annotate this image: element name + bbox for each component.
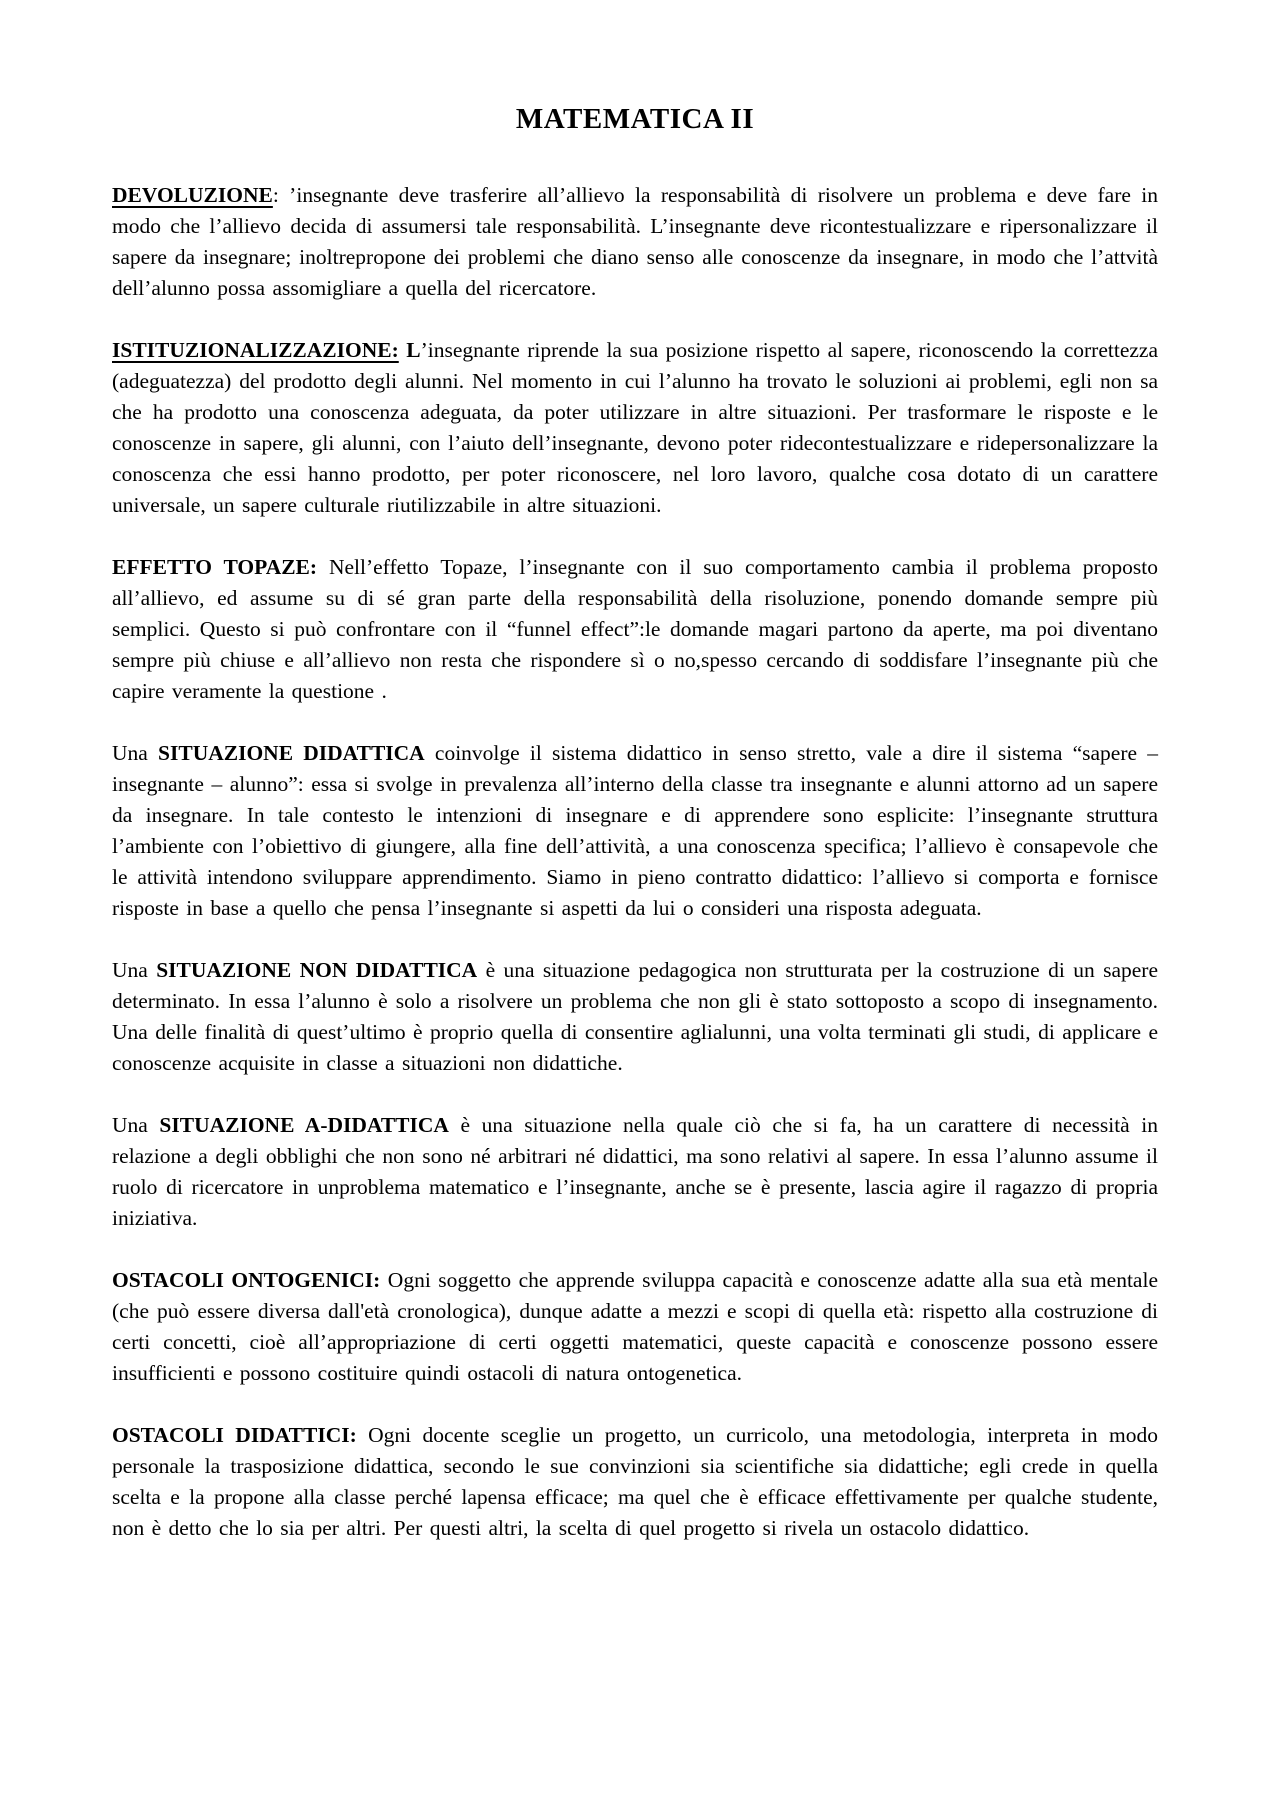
paragraph-situazione-a-didattica	[112, 1110, 1158, 1234]
paragraph-situazione-a-didattica-prefix: Una	[112, 1113, 160, 1137]
paragraph-situazione-didattica-prefix: Una	[112, 741, 159, 765]
paragraph-situazione-didattica-body: coinvolge il sistema didattico in senso stretto, vale a dire il sistema “sapere – insegnante – alunno”: essa si svolge in prevalenza all’interno della classe tra insegnante e alunni attorno ad un sapere da insegnare. In tale contesto le intenzioni di insegnare e di apprendere sono esplicite: l’insegnante struttura l’ambiente con l’obiettivo di giungere, alla fine dell’attività, a una conoscenza specifica; l’allievo è consapevole che le attività intendono sviluppare apprendimento. Siamo in pieno contratto didattico: l’allievo si comporta e fornisce risposte in base a quello che pensa l’insegnante si aspetti da lui o consideri una risposta adeguata.	[112, 741, 1158, 920]
heading-situazione-a-didattica: SITUAZIONE A-DIDATTICA	[159, 1113, 449, 1137]
paragraph-situazione-non-didattica	[112, 955, 1158, 1079]
paragraph-ostacoli-ontogenici	[112, 1265, 1158, 1389]
heading-situazione-non-didattica: SITUAZIONE NON DIDATTICA	[156, 958, 478, 982]
paragraph-situazione-a-didattica-body: è una situazione nella quale ciò che si fa, ha un carattere di necessità in relazione a degli obblighi che non sono né arbitrari né didattici, ma sono relativi al sapere. In essa l’alunno assume il ruolo di ricercatore in unproblema matematico e l’insegnante, anche se è presente, lascia agire il ragazzo di propria iniziativa.	[112, 1113, 1159, 1230]
paragraph-situazione-non-didattica-prefix: Una	[112, 958, 157, 982]
paragraph-istituzionalizzazione-body: ’insegnante riprende la sua posizione rispetto al sapere, riconoscendo la correttezza (adeguatezza) del prodotto degli alunni. Nel momento in cui l’alunno ha trovato le soluzioni ai problemi, egli non sa che ha prodotto una conoscenza adeguata, da poter utilizzare in altre situazioni. Per trasformare le risposte e le conoscenze in sapere, gli alunni, con l’aiuto dell’insegnante, devono poter ridecontestualizzare e ridepersonalizzare la conoscenza che essi hanno prodotto, per poter riconoscere, nel loro lavoro, qualche cosa dotato di un carattere universale, un sapere culturale riutilizzabile in altre situazioni.	[112, 338, 1158, 517]
heading-ostacoli-ontogenici: OSTACOLI ONTOGENICI:	[112, 1268, 381, 1292]
paragraph-ostacoli-didattici	[112, 1420, 1158, 1544]
paragraph-situazione-didattica	[112, 738, 1158, 924]
page-title: MATEMATICA II	[515, 103, 755, 135]
paragraph-effetto-topaze	[112, 552, 1158, 707]
heading-ostacoli-didattici: OSTACOLI DIDATTICI:	[112, 1423, 357, 1447]
heading-effetto-topaze: EFFETTO TOPAZE:	[112, 555, 318, 579]
paragraph-ostacoli-didattici-body: Ogni docente sceglie un progetto, un curricolo, una metodologia, interpreta in modo personale la trasposizione didattica, secondo le sue convinzioni sia scientifiche sia didattiche; egli crede in quella scelta e la propone alla classe perché lapensa efficace; ma quel che è efficace effettivamente per qualche studente, non è detto che lo sia per altri. Per questi altri, la scelta di quel progetto si rivela un ostacolo didattico.	[112, 1423, 1158, 1540]
paragraph-effetto-topaze-body: Nell’effetto Topaze, l’insegnante con il suo comportamento cambia il problema proposto all’allievo, ed assume su di sé gran parte della responsabilità della risoluzione, ponendo domande sempre più semplici. Questo si può confrontare con il “funnel effect”:le domande magari partono da aperte, ma poi diventano sempre più chiuse e all’allievo non resta che rispondere sì o no,spesso cercando di soddisfare l’insegnante più che capire veramente la questione .	[112, 555, 1158, 703]
paragraph-devoluzione	[112, 180, 1158, 304]
paragraph-situazione-non-didattica-body: è una situazione pedagogica non strutturata per la costruzione di un sapere determinato. In essa l’alunno è solo a risolvere un problema che non gli è stato sottoposto a scopo di insegnamento. Una delle finalità di quest’ultimo è proprio quella di consentire aglialunni, una volta terminati gli studi, di applicare e conoscenze acquisite in classe a situazioni non didattiche.	[112, 958, 1158, 1075]
heading-istituzionalizzazione: ISTITUZIONALIZZAZIONE:	[112, 338, 399, 362]
paragraph-istituzionalizzazione	[112, 335, 1158, 521]
heading-situazione-didattica: SITUAZIONE DIDATTICA	[158, 741, 425, 765]
paragraph-ostacoli-ontogenici-body: Ogni soggetto che apprende sviluppa capacità e conoscenze adatte alla sua età mentale (che può essere diversa dall'età cronologica), dunque adatte a mezzi e scopi di quella età: rispetto alla costruzione di certi concetti, cioè all’appropriazione di certi oggetti matematici, queste capacità e conoscenze possono essere insufficienti e possono costituire quindi ostacoli di natura ontogenetica.	[112, 1268, 1158, 1385]
heading-devoluzione: DEVOLUZIONE	[112, 183, 273, 207]
paragraph-devoluzione-body: : ’insegnante deve trasferire all’allievo la responsabilità di risolvere un problema e deve fare in modo che l’allievo decida di assumersi tale responsabilità. L’insegnante deve ricontestualizzare e ripersonalizzare il sapere da insegnare; inoltrepropone dei problemi che diano senso alle conoscenze da insegnare, in modo che l’attvità dell’alunno possa assomigliare a quella del ricercatore.	[112, 183, 1158, 300]
paragraph-istituzionalizzazione-lead: L	[398, 338, 421, 362]
